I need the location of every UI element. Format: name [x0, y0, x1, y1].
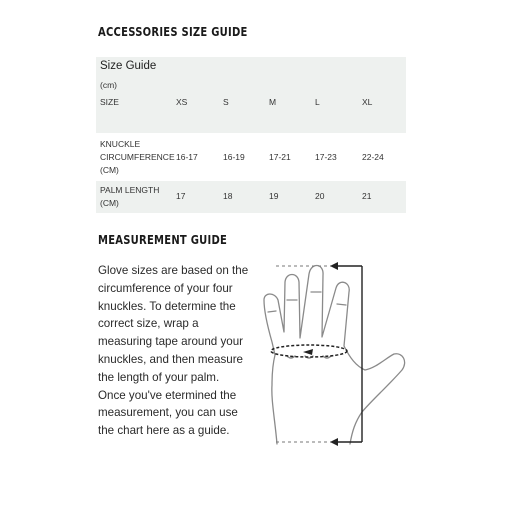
- knuckle-xl: 22-24: [362, 152, 384, 162]
- table-title: Size Guide: [100, 60, 157, 72]
- header-xs: XS: [176, 97, 188, 107]
- instruction-line: Once you've etermined the: [98, 388, 237, 402]
- row-label-line: PALM LENGTH: [100, 185, 160, 195]
- palm-s: 18: [223, 191, 233, 201]
- knuckle-m: 17-21: [269, 152, 291, 162]
- instruction-line: the length of your palm.: [98, 370, 220, 384]
- palm-xl: 21: [362, 191, 372, 201]
- unit-label: (cm): [100, 80, 117, 90]
- header-m: M: [269, 97, 277, 107]
- knuckle-s: 16-19: [223, 152, 245, 162]
- instruction-line: knuckles. To determine the: [98, 299, 236, 313]
- palm-l: 20: [315, 191, 325, 201]
- page-title: ACCESSORIES SIZE GUIDE: [98, 24, 248, 39]
- instruction-line: Glove sizes are based on the: [98, 264, 249, 277]
- row-label-line: KNUCKLE: [100, 139, 141, 149]
- palm-m: 19: [269, 191, 279, 201]
- instruction-line: the chart here as a guide.: [98, 424, 230, 438]
- row-label-line: CIRCUMFERENCE: [100, 152, 175, 162]
- palm-xs: 17: [176, 191, 186, 201]
- header-s: S: [223, 97, 229, 107]
- instruction-line: correct size, wrap a: [98, 317, 199, 331]
- instruction-line: measuring tape around your: [98, 335, 244, 349]
- header-size: SIZE: [100, 97, 119, 107]
- instruction-line: knuckles, and then measure: [98, 352, 244, 366]
- header-l: L: [315, 97, 320, 107]
- row-label-line: (CM): [100, 165, 119, 175]
- knuckle-xs: 16-17: [176, 152, 198, 162]
- header-xl: XL: [362, 97, 373, 107]
- instruction-line: circumference of your four: [98, 281, 233, 295]
- instruction-line: measurement, you can use: [98, 406, 238, 420]
- knuckle-l: 17-23: [315, 152, 337, 162]
- row-label-line: (CM): [100, 198, 119, 208]
- measurement-guide-title: MEASUREMENT GUIDE: [98, 232, 228, 247]
